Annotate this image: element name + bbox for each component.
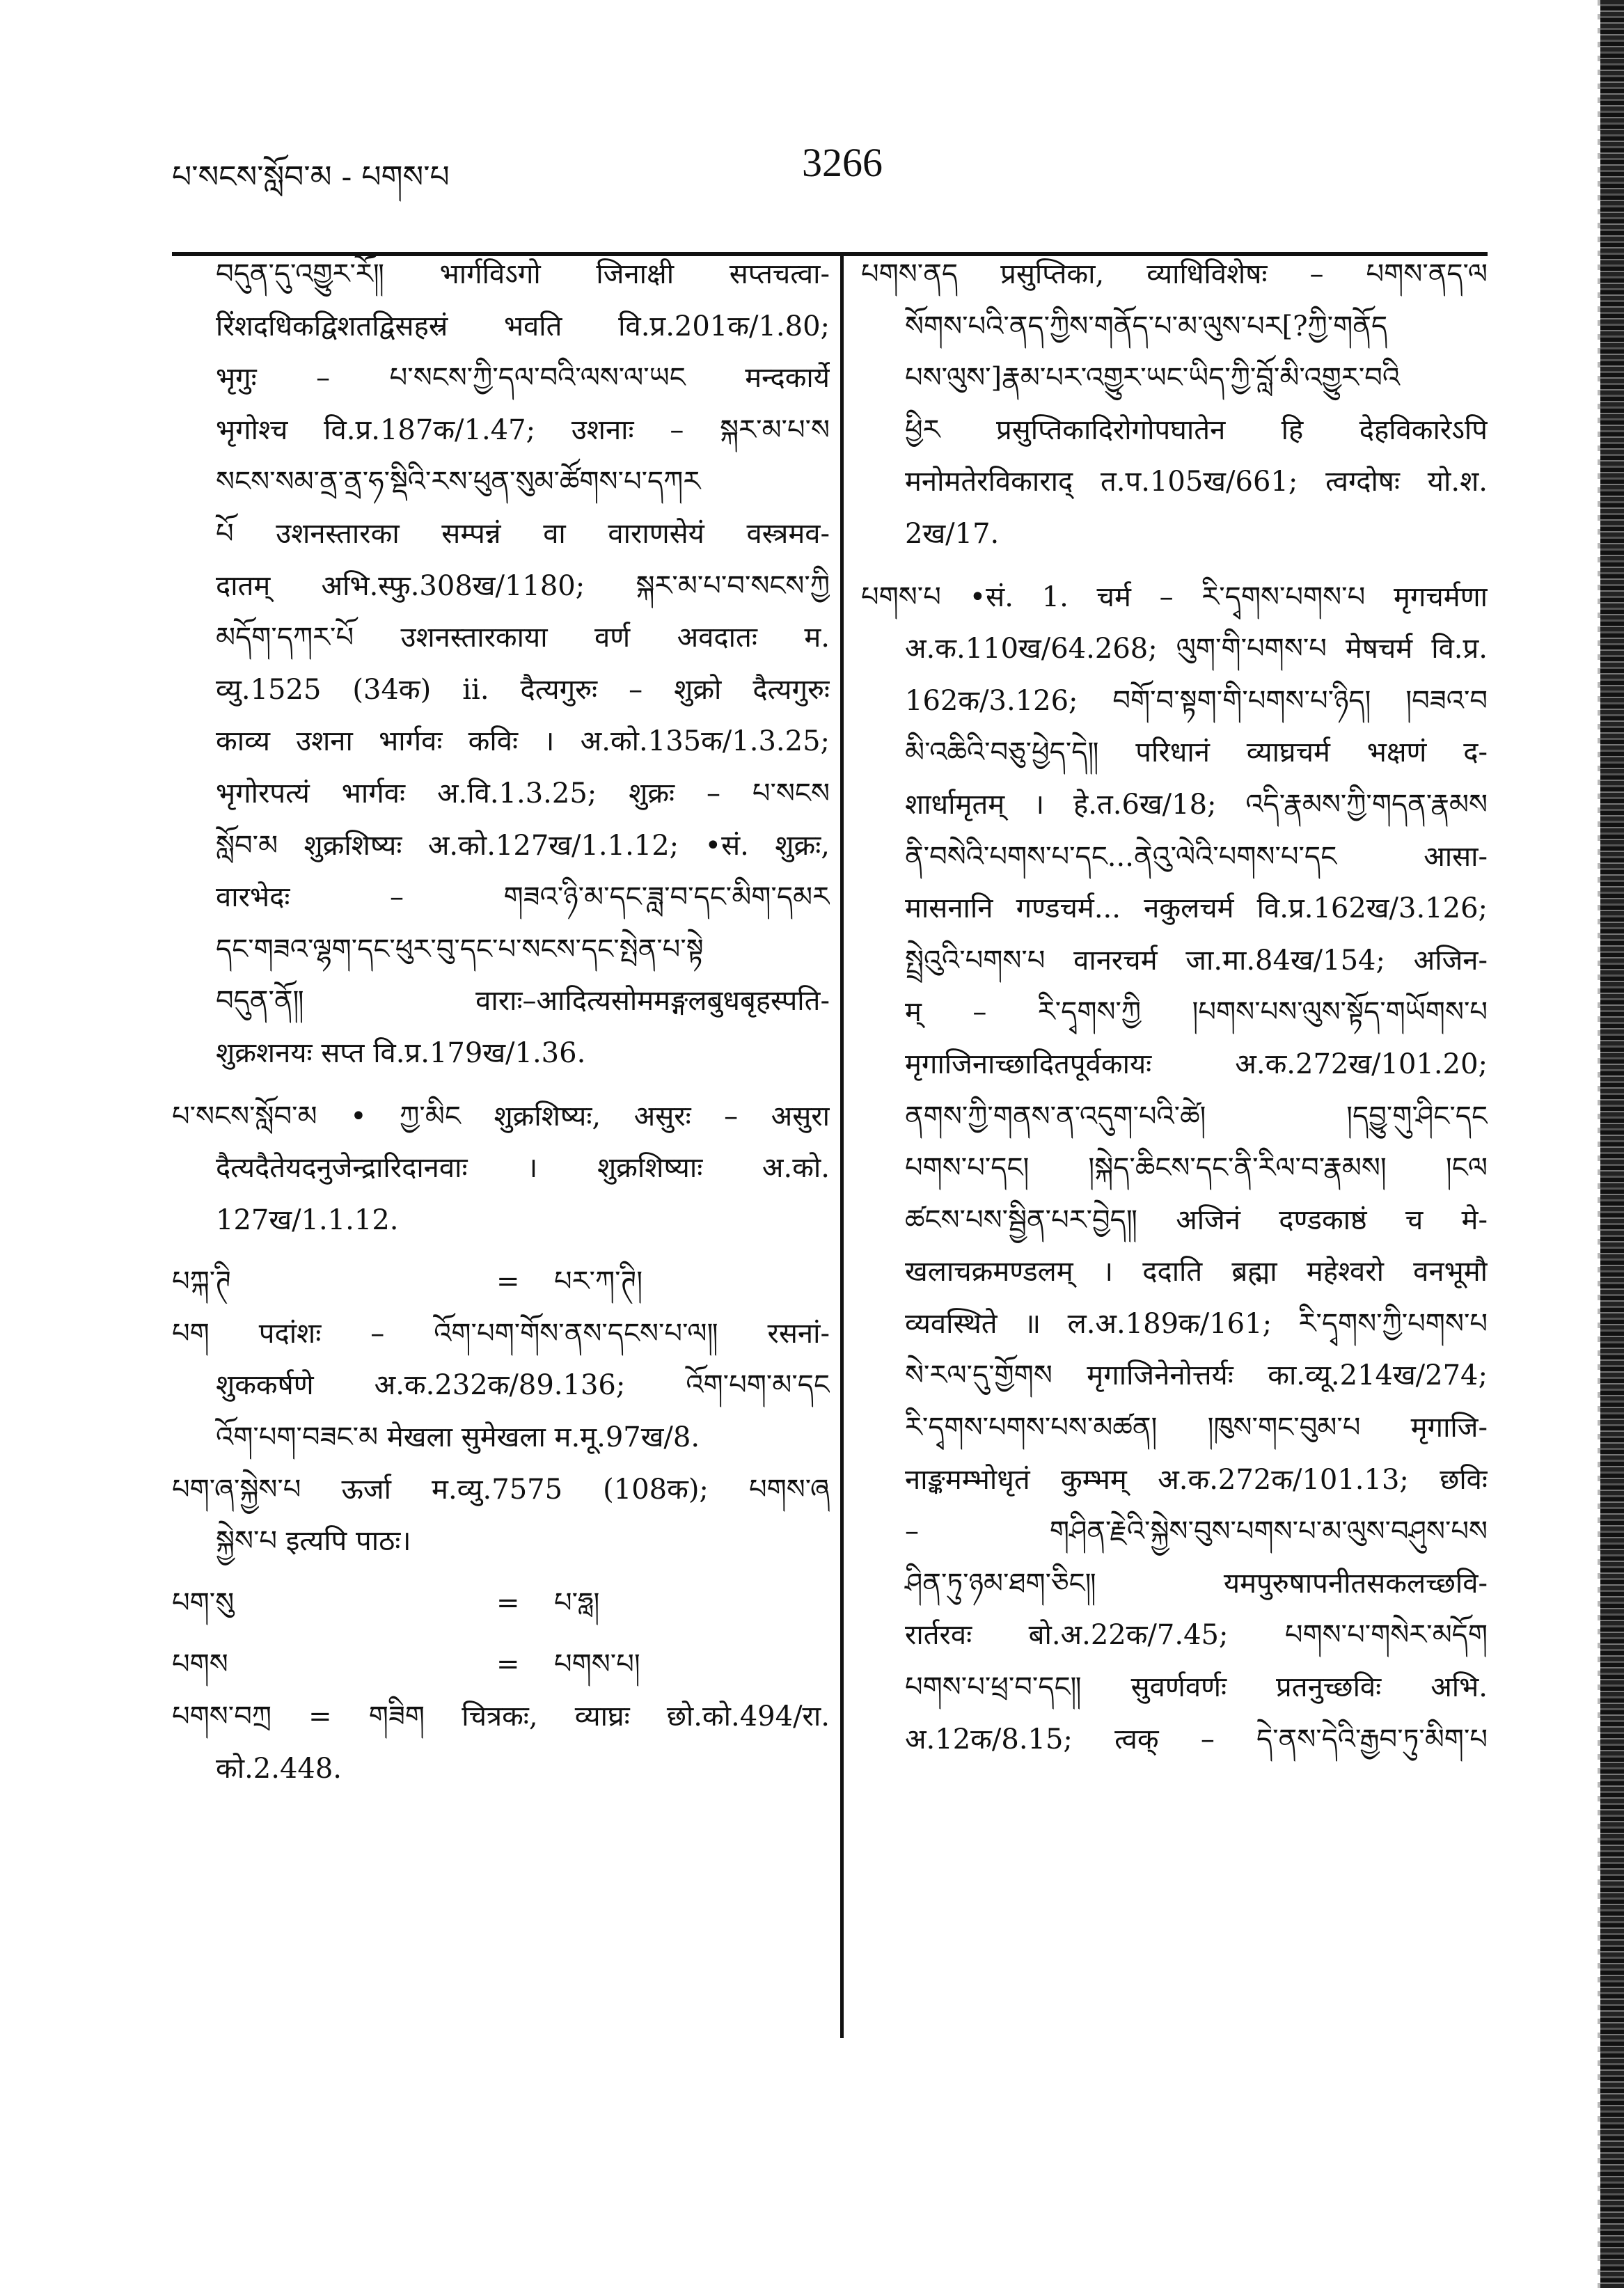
entry-text-line: दातम् अभि.स्फु.308ख/1180; སྐར་མ་པ་བ་སངས་ཀྱི xyxy=(216,569,830,602)
entry-text-line: खलाचक्रमण्डलम् । ददाति ब्रह्मा महेश्वरो वनभूमौ xyxy=(905,1256,1488,1288)
reference-target: པར་ཀ་ཊི། xyxy=(554,1265,643,1298)
entry-text-line: ཤིན་ཏུ་ཉམ་ཐག་ཅིང༎ यमपुरुषापनीतसकलच्छवि- xyxy=(905,1567,1488,1600)
equals-sign: = xyxy=(496,1586,520,1619)
entry-text-line: भृगोरपत्यं भार्गवः अ.वि.1.3.25; शुक्रः – པ་སངས xyxy=(216,777,830,810)
entry-text-line: 127ख/1.1.12. xyxy=(216,1204,399,1236)
reference-target: པ་ཧླ། xyxy=(554,1586,600,1619)
entry-text-line: སེ་རལ་དུ་གྱོགས मृगाजिनेनोत्तर्यः का.व्यू.214ख/274; xyxy=(905,1359,1488,1392)
entry-text-line: रिंशदधिकद्विशतद्विसहस्रं भवति वि.प्र.201क/1.80; xyxy=(216,310,830,342)
entry-text-line: མདོག་དཀར་པོ उशनस्तारकाया वर्ण अवदातः म. xyxy=(216,622,830,654)
entry-text-line: སྐྱེས་པ इत्यपि पाठः। xyxy=(216,1525,411,1558)
entry-text-line: काव्य उशना भार्गवः कविः । अ.को.135क/1.3.25; xyxy=(216,725,830,758)
cross-reference-entry xyxy=(172,1639,830,1691)
entry-text-line: སངས་སམ་ནྲ་ནྲ་ཧ་སྡིའི་རས་ཕུན་སུམ་ཚོགས་པ་དཀར xyxy=(216,466,701,498)
entry-text-line: शुक्रशनयः सप्त वि.प्र.179ख/1.36. xyxy=(216,1036,586,1069)
left-column xyxy=(172,248,830,1794)
entry-text-line: པས་ལུས་]རྣམ་པར་འགྱུར་ཡང་ཡིད་ཀྱི་བློ་མི་འགྱུར་བའི xyxy=(905,362,1401,395)
entry-text-line: 2ख/17. xyxy=(905,517,1000,550)
page-number: 3266 xyxy=(802,140,883,185)
entry-text-line: को.2.448. xyxy=(216,1752,342,1785)
cross-reference-entry xyxy=(172,1256,830,1308)
entry-text-line: वारभेदः – གཟའ་ཉི་མ་དང་ཟླ་བ་དང་མིག་དམར xyxy=(216,881,830,914)
entry-text-line: व्यवस्थिते ॥ ल.अ.189क/161; རི་དྭགས་ཀྱི་པགས་པ xyxy=(905,1307,1488,1340)
entry-text-line: སོགས་པའི་ནད་ཀྱིས་གནོད་པ་མ་ལུས་པར[?ཀྱི་གནོད xyxy=(905,310,1388,342)
reference-target: པགས་པ། xyxy=(554,1648,640,1681)
entry-text-line: ནགས་ཀྱི་གནས་ན་འདུག་པའི་ཚེ། །དབྱུ་གུ་ཤིང་དང xyxy=(905,1100,1488,1133)
column-divider xyxy=(840,256,844,2038)
entry-text-line: शार्धामृतम् । हे.त.6ख/18; འདི་རྣམས་ཀྱི་གདན་རྣམས xyxy=(905,788,1488,821)
entry-text-line: 162क/3.126; བགོ་བ་སྟག་གི་པགས་པ་ཉིད། །བཟའ་བ xyxy=(905,684,1488,717)
entry-text-line: བདུན་ནོ༎ वाराः–आदित्यसोममङ्गलबुधबृहस्पति- xyxy=(216,985,830,1018)
entry-text-line: म् – རི་དྭགས་ཀྱི །པགས་པས་ལུས་སྟོད་གཡོགས་པ xyxy=(905,996,1488,1029)
entry-text-line: भृगोश्च वि.प्र.187क/1.47; उशनाः – སྐར་མ་པ་ས xyxy=(216,413,830,446)
entry-text-line: པོ उशनस्तारका सम्पन्नं वा वाराणसेयं वस्त्रमव- xyxy=(216,517,830,550)
entry-headword-line: པགས་པ •सं. 1. चर्म – རི་དྭགས་པགས་པ मृगचर्मणा xyxy=(861,581,1488,613)
book-binding xyxy=(1600,0,1624,2288)
entry-text-line: པགས་པ་དང། །སྐེད་ཆིངས་དང་ནི་རིལ་བ་རྣམས། །ངལ xyxy=(905,1152,1488,1185)
entry-text-line: མི་འཆིའི་བཅུ་ཕྱེད་དེ༎ परिधानं व्याघ्रचर्म भक्षणं द- xyxy=(905,736,1488,769)
entry-text-line: – གཤིན་རྗེའི་སྐྱེས་བུས་པགས་པ་མ་ལུས་བཤུས་པས xyxy=(905,1515,1488,1548)
headword: པཀྐ་ཊི xyxy=(172,1265,231,1298)
entry-text-line: ནི་བསེའི་པགས་པ་དང...ནེའུ་ལེའི་པགས་པ་དང आसा- xyxy=(905,840,1488,873)
entry-text-line: अ.12क/8.15; त्वक् – དེ་ནས་དེའི་རྒྱབ་ཏུ་མིག་པ xyxy=(905,1723,1488,1756)
equals-sign: = xyxy=(496,1648,520,1681)
entry-text-line: སློབ་མ शुक्रशिष्यः अ.को.127ख/1.1.12; •सं. शुक्रः, xyxy=(216,829,830,862)
entry-text-line: ཕྱིར प्रसुप्तिकादिरोगोपघातेन हि देहविकारेऽपि xyxy=(905,413,1488,446)
running-head: པ་སངས་སློབ་མ - པགས་པ xyxy=(172,159,450,195)
entry-text-line: मासनानि गण्डचर्म... नकुलचर्म वि.प्र.162ख/3.126; xyxy=(905,892,1488,925)
entry-text-line: व्यु.1525 (34क) ii. दैत्यगुरुः – शुक्रो दैत्यगुरुः xyxy=(216,673,830,706)
headword: པག་སུ xyxy=(172,1586,235,1619)
entry-headword-line: པ་སངས་སློབ་མ • ཀྱ་མིང शुक्रशिष्यः, असुरः – असुरा xyxy=(172,1100,830,1133)
entry-text-line: नाङ्कमम्भोधृतं कुम्भम् अ.क.272क/101.13; छविः xyxy=(905,1463,1488,1496)
entry-headword-line: པག་ཞ་སྐྱེས་པ ऊर्जा म.व्यु.7575 (108क); པགས་ཞ xyxy=(172,1473,830,1506)
entry-text-line: भृगुः – པ་སངས་ཀྱི་དལ་བའི་ལས་ལ་ཡང मन्दकार्ये xyxy=(216,362,830,395)
entry-text-line: मनोमतेरविकाराद् त.प.105ख/661; त्वग्दोषः यो.श. xyxy=(905,466,1488,498)
entry-text-line: अ.क.110ख/64.268; ལུག་གི་པགས་པ मेषचर्म वि.प्र. xyxy=(905,633,1488,665)
equals-sign: = xyxy=(496,1265,520,1298)
entry-text-line: རི་དྭགས་པགས་པས་མཚན། །ཁུས་གང་བུམ་པ मृगाजि- xyxy=(905,1412,1488,1444)
entry-text-line: སྤྲེའུའི་པགས་པ वानरचर्म जा.मा.84ख/154; अजिन- xyxy=(905,944,1488,977)
entry-text-line: པགས་པ་ཕྲ་བ་དང༎ सुवर्णवर्णः प्रतनुच्छविः अभि. xyxy=(905,1671,1488,1704)
entry-text-line: བདུན་དུ་འགྱུར་རོ༎ भार्गविऽगो जिनाक्षी सप्तचत्वा- xyxy=(216,258,830,290)
entry-text-line: འོག་པག་བཟང་མ मेखला सुमेखला म.मू.97ख/8. xyxy=(216,1421,700,1454)
entry-text-line: ཚངས་པས་སྦྱིན་པར་བྱེད༎ अजिनं दण्डकाष्ठं च मे- xyxy=(905,1204,1488,1236)
headword: པགས xyxy=(172,1648,228,1681)
entry-headword-line: པགས་བཀྲ = གཟིག चित्रकः, व्याघ्रः छो.को.494/रा. xyxy=(172,1701,830,1733)
entry-text-line: रार्तरवः बो.अ.22क/7.45; པགས་པ་གསེར་མདོག xyxy=(905,1619,1488,1652)
entry-text-line: དང་གཟའ་ལྷག་དང་ཕུར་བུ་དང་པ་སངས་དང་སྤེན་པ་སྟེ xyxy=(216,933,704,965)
entry-headword-line: པག पदांशः – འོག་པག་གོས་ནས་དངས་པ་ལ༎ रसनां- xyxy=(172,1317,830,1350)
entry-text-line: दैत्यदैतेयदनुजेन्द्रारिदानवाः । शुक्रशिष्याः अ.को. xyxy=(216,1152,830,1185)
cross-reference-entry xyxy=(172,1577,830,1630)
entry-headword-line: པགས་ནད प्रसुप्तिका, व्याधिविशेषः – པགས་ནད་ལ xyxy=(861,258,1488,290)
entry-text-line: शुककर्षणे अ.क.232क/89.136; འོག་པག་མ་དང xyxy=(216,1369,830,1402)
right-column xyxy=(861,248,1488,1765)
entry-text-line: मृगाजिनाच्छादितपूर्वकायः अ.क.272ख/101.20; xyxy=(905,1048,1488,1080)
